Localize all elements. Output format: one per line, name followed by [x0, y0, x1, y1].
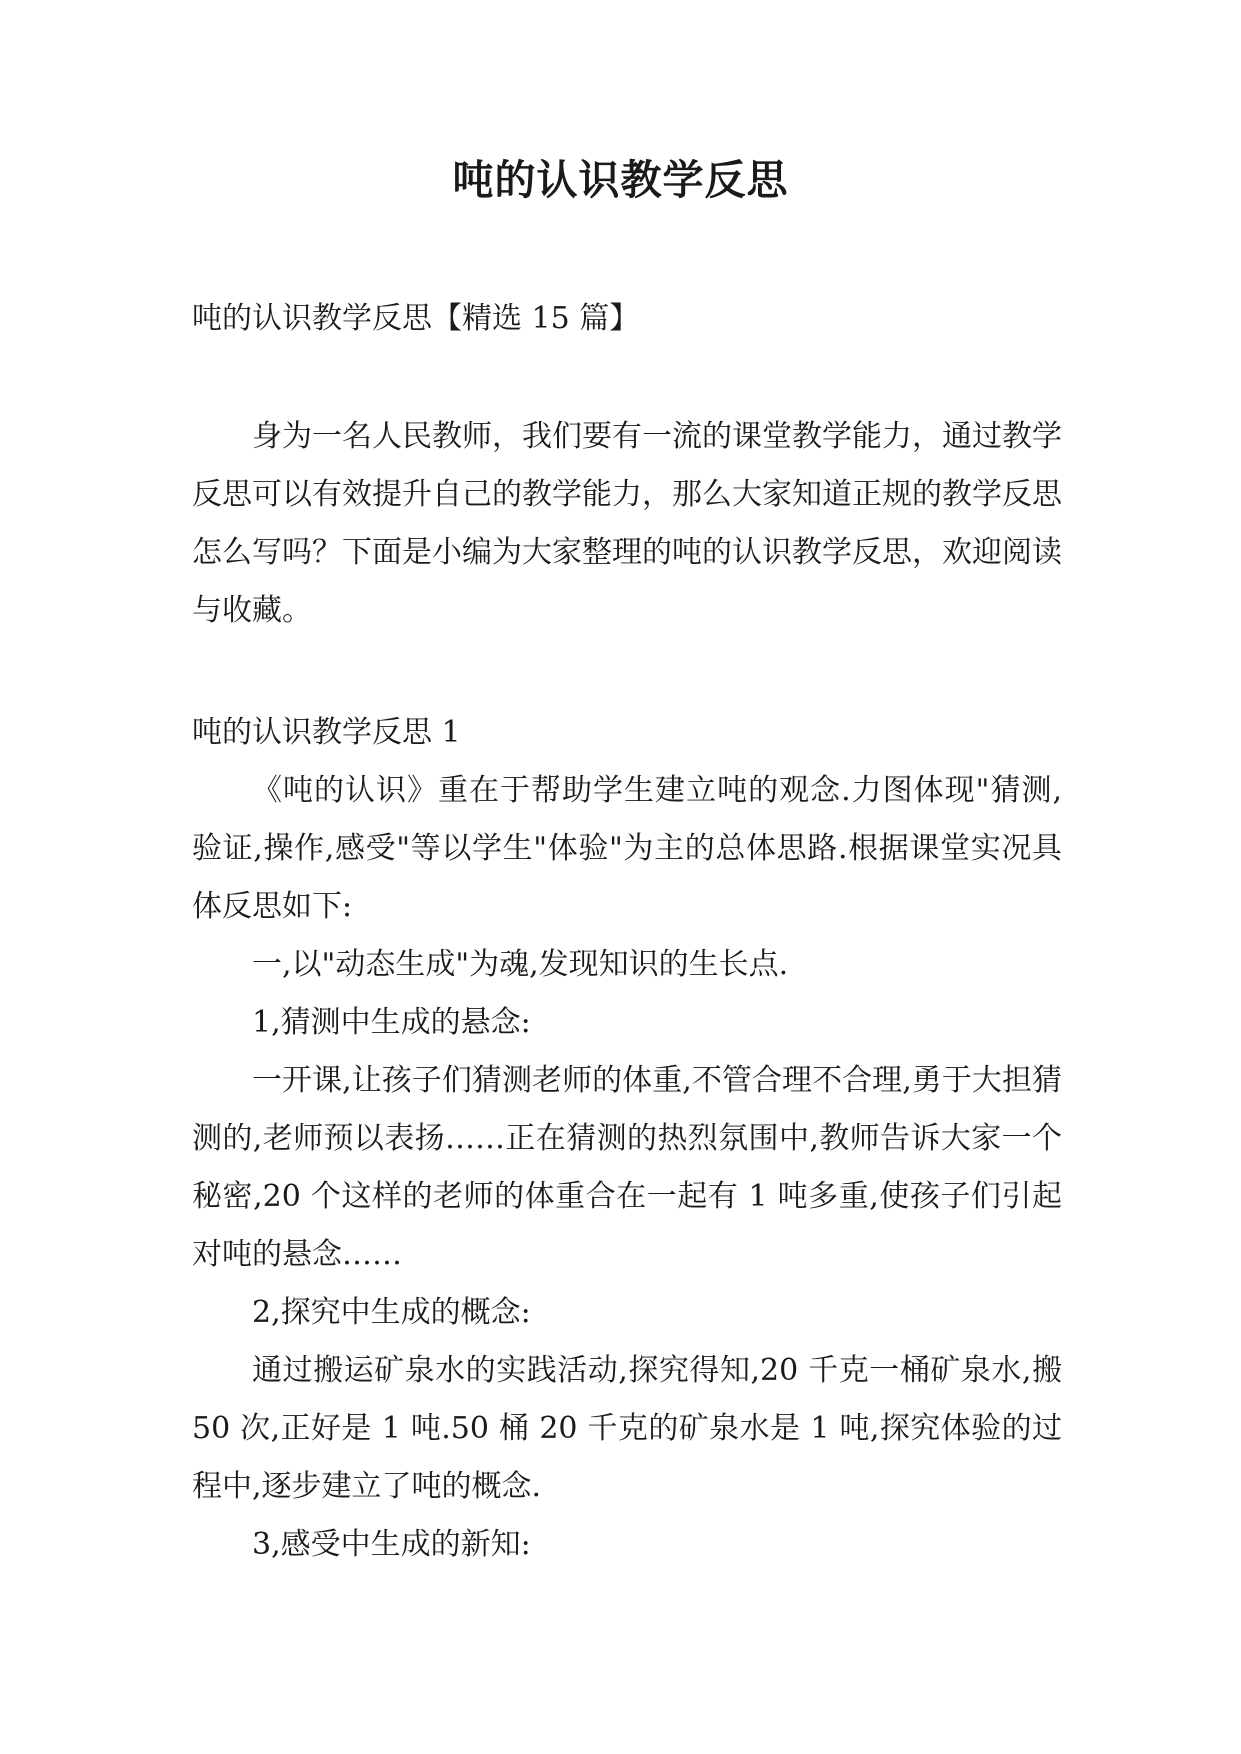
body-paragraph: 一,以"动态生成"为魂,发现知识的生长点.: [252, 947, 789, 982]
document-title: 吨的认识教学反思: [452, 156, 789, 204]
body-paragraph: 3,感受中生成的新知:: [252, 1527, 531, 1562]
body-paragraph: 2,探究中生成的概念:: [252, 1295, 531, 1330]
spacer: [192, 348, 1062, 408]
document-subtitle: 吨的认识教学反思【精选 15 篇】: [192, 301, 640, 336]
spacer: [192, 640, 1062, 704]
document-body: [192, 290, 1062, 1574]
section-heading: 吨的认识教学反思 1: [192, 715, 461, 750]
intro-paragraph: 身为一名人民教师，我们要有一流的课堂教学能力，通过教学反思可以有效提升自己的教学能力，那么大家知道正规的教学反思怎么写吗？下面是小编为大家整理的吨的认识教学反思，欢迎阅读与收藏。: [192, 419, 1062, 628]
body-paragraph: 1,猜测中生成的悬念:: [252, 1005, 531, 1040]
body-paragraph: 通过搬运矿泉水的实践活动,探究得知,20 千克一桶矿泉水,搬 50 次,正好是 1 吨.50 桶 20 千克的矿泉水是 1 吨,探究体验的过程中,逐步建立了吨的概念.: [192, 1353, 1062, 1504]
body-paragraph: 《吨的认识》重在于帮助学生建立吨的观念.力图体现"猜测,验证,操作,感受"等以学生"体验"为主的总体思路.根据课堂实况具体反思如下:: [192, 773, 1062, 924]
body-paragraph: 一开课,让孩子们猜测老师的体重,不管合理不合理,勇于大担猜测的,老师预以表扬……正在猜测的热烈氛围中,教师告诉大家一个秘密,20 个这样的老师的体重合在一起有 1 吨多重,使孩子们引起对吨的悬念……: [192, 1063, 1062, 1272]
